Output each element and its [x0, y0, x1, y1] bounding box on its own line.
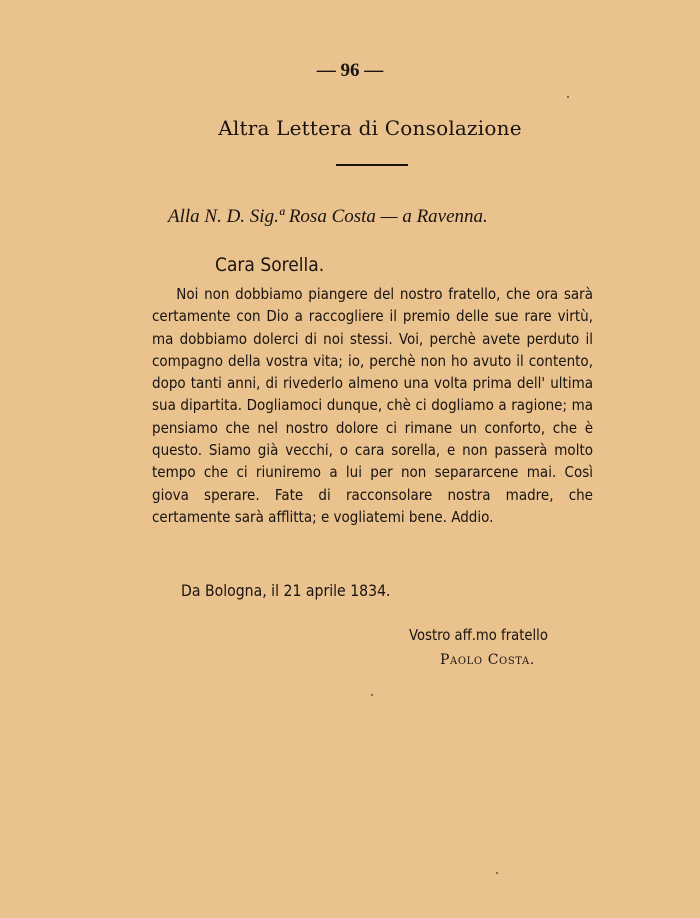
- signature: Paolo Costa.: [440, 652, 535, 668]
- closing: Vostro aff.mo fratello: [409, 626, 548, 644]
- letter-title: Altra Lettera di Consolazione: [218, 116, 522, 140]
- letter-body: Noi non dobbiamo piangere del nostro fratello, che ora sarà certamente con Dio a raccogliere il premio delle sue rare virtù, ma dobbiamo dolerci di noi stessi. Voi, perchè avete perduto il compagno della vostra vita; io, perchè non ho avuto il contento, dopo tanti anni, di rivederlo almeno una volta prima dell' ultima sua dipartita. Dogliamoci dunque, chè ci dogliamo a ragione; ma pensiamo che nel nostro dolore ci rimane un conforto, che è questo. Siamo già vecchi, o cara sorella, e non passerà molto tempo che ci riuniremo a lui per non separarcene mai. Così giova sperare. Fate di racconsolare nostra madre, che certamente sarà afflitta; e vogliatemi bene. Addio.: [152, 285, 594, 526]
- dateline: Da Bologna, il 21 aprile 1834.: [181, 581, 391, 600]
- salutation: Cara Sorella.: [215, 254, 325, 276]
- title-rule: [336, 164, 408, 166]
- paper-speck: [567, 96, 569, 98]
- paper-speck: [496, 872, 498, 874]
- page-number: — 96 —: [316, 60, 384, 81]
- paper-speck: [371, 694, 373, 696]
- addressee: Alla N. D. Sig.ª Rosa Costa — a Ravenna.: [168, 206, 488, 227]
